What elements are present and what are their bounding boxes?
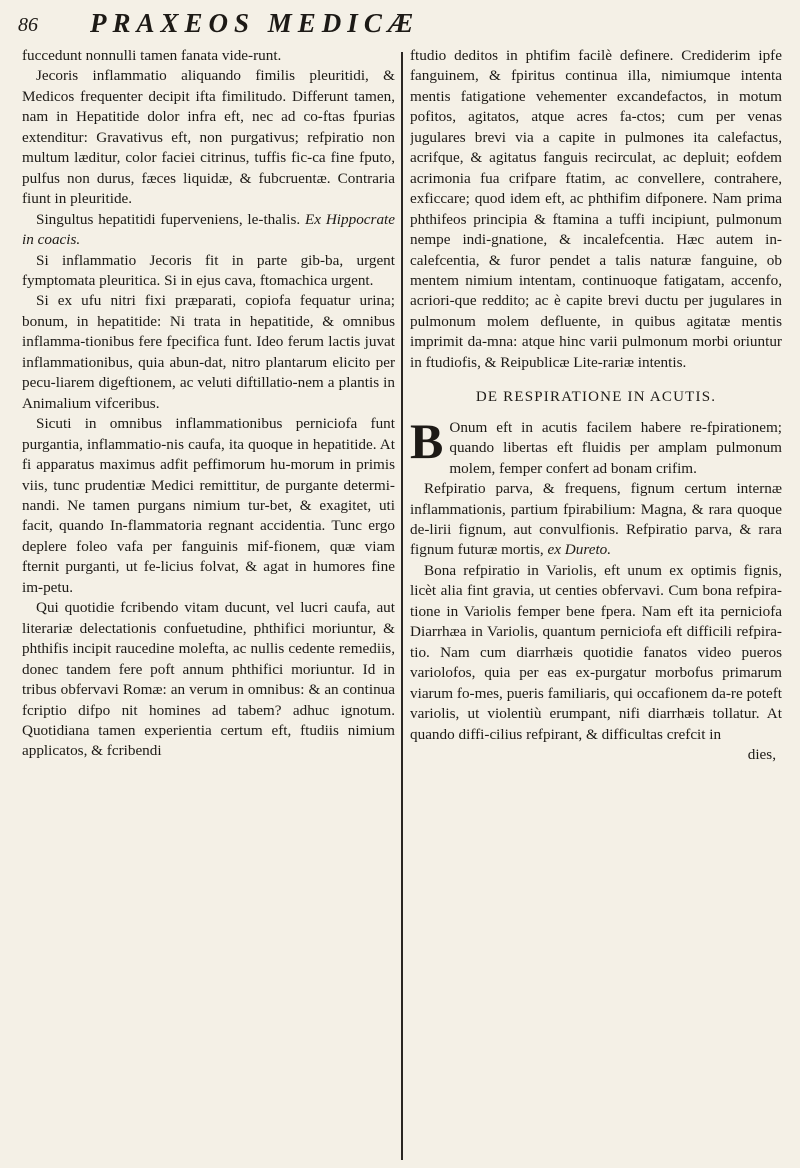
paragraph-text: Refpiratio parva, & frequens, fignum certum internæ inflammationis, partium fpirabilium: Magna, & rara quoque de-lirii fignum, aut convulfionis. Refpiratio parva, & rara fignum futuræ mortis, [410,480,782,559]
page-header [18,8,788,42]
paragraph [410,412,782,479]
paragraph: Si inflammatio Jecoris fit in parte gib-ba, urgent fymptomata pleuritica. Si in ejus cava, ftomachica urgent. [22,251,395,289]
catchword: dies, [747,745,776,763]
section-heading: DE RESPIRATIONE IN ACUTIS. [475,389,717,406]
running-title: PRAXEOS MEDICÆ [90,8,420,38]
left-column [22,46,395,1164]
paragraph: ftudio deditos in phtifim facilè definere. Crediderim ipfe fanguinem, & fpiritus continua illa, nimiumque intenta mentis fatigatione vehementer excandefactos, in motum pofitos, agitatos, atque acres fa-ctos; cum per venas jugulares brevi via a capite in pulmones ita calefactus, acrifque, & agitatus fanguis recirculat, ac depluit; eofdem acrimonia fua crifpare ftatim, ac convellere, contrahere, exficcare; quod idem eft, ac phthifim difponere. Nam prima phthifeos principia & ftamina a tuffi incipiunt, pulmonum nempe indi-gnatione, & incalefcentia. Hæc autem in-calefcentia, & furor pendet a talis naturæ fanguine, ob mentem nimium intentam, continuoque fatigatam, accenfo, acriori-que reddito; ac è capite brevi ductu per jugulares in pulmonum molem defluente, in quibus agitatæ mentis imprimit da-mna: atque hinc varii pulmonum morbi oriuntur in ftudiofis, & Reipublicæ Lite-rariæ intentis. [410,47,782,371]
paragraph-text: Singultus hepatitidi fuperveniens, le-thalis. [36,210,301,228]
paragraph: Si ex ufu nitri fixi præparati, copiofa fequatur urina; bonum, in hepatitide: Ni trata in hepatitide, & omnibus inflamma-tionibus fere fpecifica funt. Ideo ferum lactis juvat inflammationibus, quia abun-dat, nitro plantarum elicito per pecu-liarem digeftionem, ac veluti diftillatio-nem a plantis in Animalium vifceribus. [22,292,395,412]
page-number: 86 [18,14,38,36]
paragraph [22,210,395,251]
paragraph: Qui quotidie fcribendo vitam ducunt, vel lucri caufa, aut literariæ delectationis confuetudine, phthifici moriuntur, & phthifis incipit raucedine molefta, ac nullis cedente remediis, donec tandem fere poft annum phthifici moriuntur. Id in tribus obfervavi Romæ: an verum in omnibus: & an continua fcriptio difpo nit homines ad tabem? adhuc ignotum. Quotidiana tamen experientia certum eft, ftudiis nimium applicatos, & fcribendi [22,599,395,760]
paragraph: fuccedunt nonnulli tamen fanata vide-runt. [22,47,282,64]
paragraph: Jecoris inflammatio aliquando fimilis pleuritidi, & Medicos frequenter decipit ifta fimilitudo. Differunt tamen, nam in Hepatitide dolor infra eft, nec ad co-ftas fpurias extenditur: Gravativus eft, non purgativus; refpiratio non multum læditur, color faciei citrinus, tuffis fic-ca fine fputo, pulfus non durus, fæces liquidæ, & fubcruentæ. Contraria fiunt in pleuritide. [22,67,395,208]
citation: ex Dureto. [547,541,612,559]
citation: Ex Hippocrate in coacis. [22,210,395,249]
paragraph: Bona refpiratio in Variolis, eft unum ex optimis fignis, licèt alia fint gravia, ut centies obfervavi. Cum bona refpira-tione in Variolis femper bene fpera. Nam eft ita perniciofa Diarrhæa in Variolis, quantum perniciofa eft difficili refpira-tio. Nam cum diarrhæis quotidie fanatos video pueros variolofos, quia per eas ex-purgatur morbofus primarum viarum fo-mes, pueris familiaris, qui occafionem da-re poteft variolis, ut violentiù erumpant, nifi diarrhæis tollatur. At quando diffi-cilius refpirant, & difficultas crefcit in [410,561,782,743]
paragraph [410,479,782,561]
drop-cap: B [410,412,444,469]
paragraph-text: Onum eft in acutis facilem habere re-fpirationem; quando libertas eft fluidis per amplam pulmonum molem, femper confert ad bonam crifim. [449,418,782,477]
right-column [410,46,782,1164]
paragraph: Sicuti in omnibus inflammationibus perniciofa funt purgantia, inflammatio-nis caufa, ita quoque in hepatitide. At fi apparatus maximus adfit peffimorum hu-morum in primis viis, tunc prudentiæ Medici remittitur, de purgante determi-nandi. Ne tamen purgans nimium tur-bet, & exagitet, uti facit, quando In-flammatoria regnant accidentia. Tunc ergo deplere foleo vafa per fanguinis mif-fionem, quæ viam fternit purganti, ut fe-licius folvat, & agat in humores fine im-petu. [22,415,395,596]
column-divider [401,52,403,1160]
